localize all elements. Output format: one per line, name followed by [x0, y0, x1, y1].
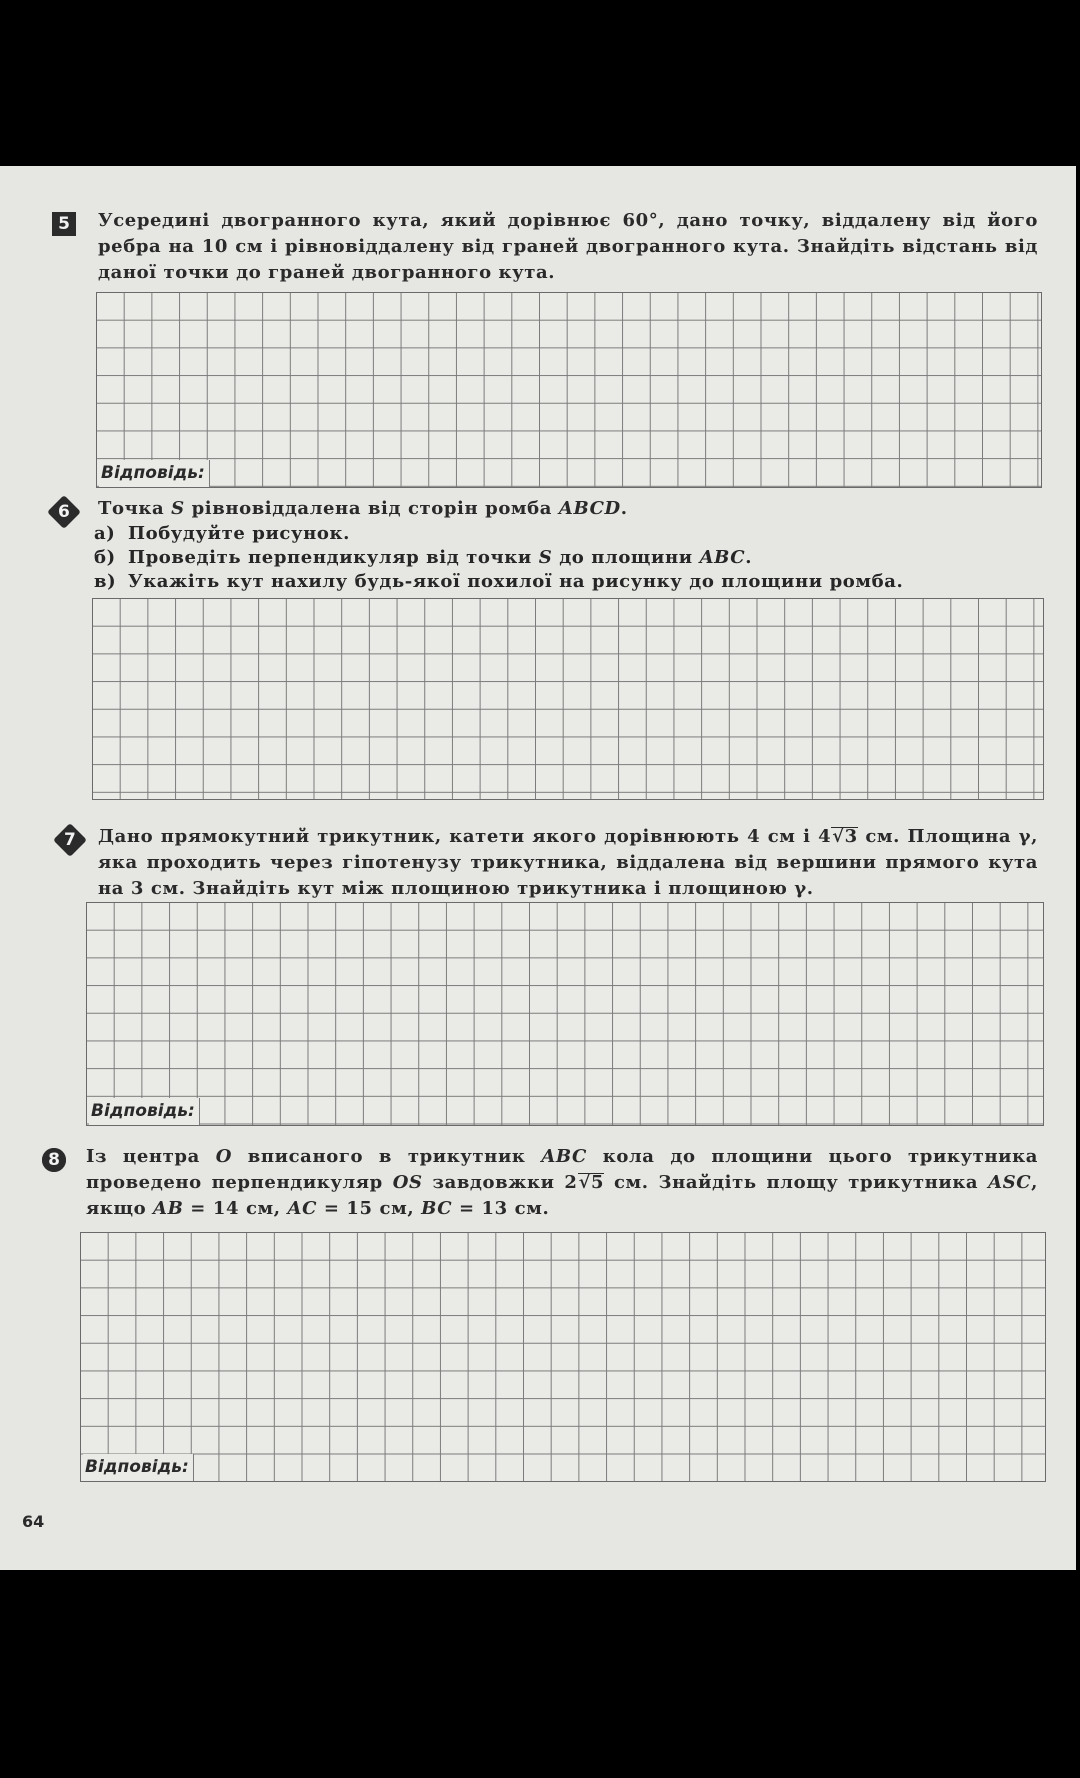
answer-label: Відповідь:: [83, 1454, 194, 1481]
answer-grid[interactable]: [86, 902, 1044, 1126]
problem-statement: Точка S рівновіддалена від сторін ромба ABCD.: [98, 498, 628, 519]
answer-grid[interactable]: [80, 1232, 1046, 1482]
problem-statement: Усередині двогранного кута, який дорівнює 60°, дано точку, віддалену від його ребра на 10 см і рівновіддалену від граней двогранного кута. Знайдіть відстань від даної точки до граней двогранного кута.: [98, 210, 1038, 283]
problem-statement: Дано прямокутний трикутник, катети якого дорівнюють 4 см і 4√3 см. Площина γ, яка проходить через гіпотенузу трикутника, віддалена від вершини прямого кута на 3 см. Знайдіть кут між площиною трикутника і площиною γ.: [98, 826, 1039, 899]
problem-number-badge: 5: [52, 212, 76, 236]
sub-items-list: [94, 522, 1038, 594]
answer-label: Відповідь:: [89, 1098, 200, 1125]
problem-statement: Із центра O вписаного в трикутник ABC кола до площини цього трикутника проведено перпендикуляр OS завдовжки 2√5 см. Знайдіть площу трикутника ASC, якщо AB = 14 см, AC = 15 см, BC = 13 см.: [86, 1146, 1039, 1219]
sub-item-b: б) Проведіть перпендикуляр від точки S до площини ABC.: [94, 547, 753, 568]
problem-number-badge: 6: [47, 495, 81, 529]
page-number: 64: [22, 1512, 45, 1531]
workbook-page: [0, 166, 1076, 1570]
sub-item-v: в) Укажіть кут нахилу будь-якої похилої на рисунку до площини ромба.: [94, 571, 904, 592]
problem-number-badge: 8: [42, 1148, 66, 1172]
problem-number-badge: 7: [53, 823, 87, 857]
sub-item-a: а) Побудуйте рисунок.: [94, 523, 350, 544]
answer-label: Відповідь:: [99, 460, 210, 487]
answer-grid[interactable]: [92, 598, 1044, 800]
sqrt-symbol: √3: [832, 826, 858, 847]
sqrt-symbol: √5: [578, 1172, 605, 1193]
answer-grid[interactable]: [96, 292, 1042, 488]
